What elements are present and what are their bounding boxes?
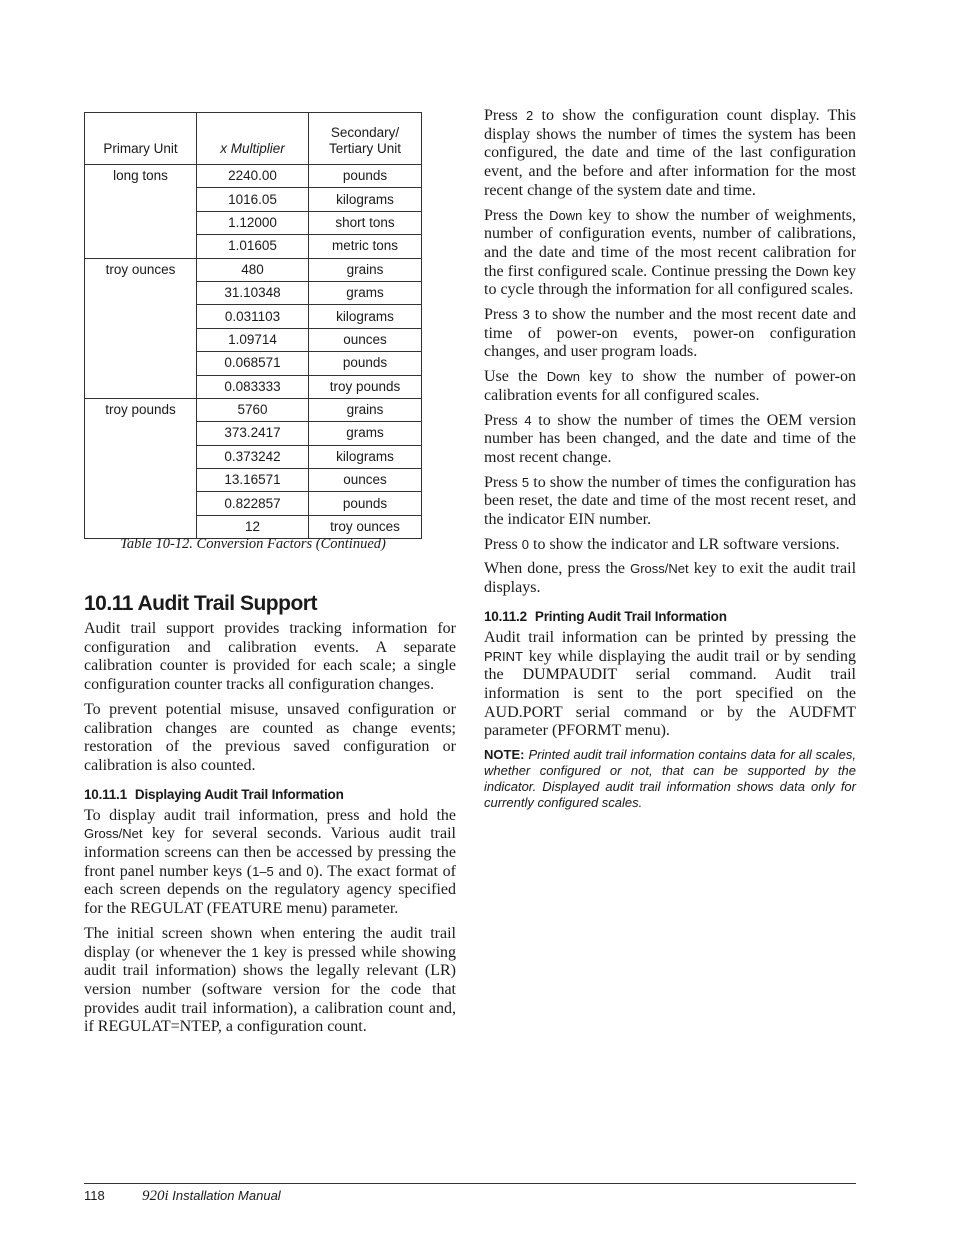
paragraph: Use the Down key to show the number of power-on calibration events for all configured scales. <box>484 368 856 404</box>
paragraph: Press the Down key to show the number of weighments, number of configuration events, number of calibrations, and the date and time of the most recent calibration for the first configured scale. Continue pressing the Down key to cycle through the information for all configured scales. <box>484 206 856 299</box>
subsection-number: 10.11.2 <box>484 608 527 624</box>
multiplier-cell: 31.10348 <box>197 281 309 304</box>
paragraph: The initial screen shown when entering the audit trail display (or whenever the 1 key is pressed while showing audit trail information) shows the legally relevant (LR) version number (software version for the code that provides audit trail information), a calibration count and, if REGULAT=NTEP, a configuration count. <box>84 924 457 1036</box>
table-header-row <box>85 113 422 165</box>
multiplier-cell: 1016.05 <box>197 188 309 211</box>
key-label: 2 <box>526 108 534 123</box>
target-unit-cell: pounds <box>309 492 422 515</box>
target-unit-cell: metric tons <box>309 235 422 258</box>
multiplier-cell: 0.083333 <box>197 375 309 398</box>
primary-unit-cell: troy pounds <box>85 398 197 538</box>
key-label: 0 <box>306 863 314 879</box>
multiplier-cell: 1.12000 <box>197 211 309 234</box>
paragraph: To prevent potential misuse, unsaved configuration or calibration changes are counted as change events; restoration of the previous saved configuration or calibration is also counted. <box>84 700 456 774</box>
table-body <box>85 165 422 539</box>
conversion-factors-table <box>84 112 422 539</box>
target-unit-cell: kilograms <box>309 188 422 211</box>
key-label: Gross/Net <box>84 826 143 842</box>
multiplier-cell: 13.16571 <box>197 469 309 492</box>
key-label: 4 <box>524 412 532 428</box>
key-label: Gross/Net <box>630 561 689 577</box>
manual-title: Installation Manual <box>168 1188 281 1203</box>
footer-rule <box>84 1183 856 1184</box>
page-footer <box>84 1187 281 1205</box>
right-column <box>484 107 856 811</box>
multiplier-cell: 373.2417 <box>197 422 309 445</box>
paragraph: Audit trail support provides tracking information for configuration and calibration events. A separate calibration counter is provided for each scale; a single configuration counter tracks all configuration changes. <box>84 620 456 694</box>
header-primary-unit: Primary Unit <box>85 113 197 165</box>
primary-unit-cell: troy ounces <box>85 258 197 398</box>
key-label: 1 <box>251 944 259 960</box>
target-unit-cell: pounds <box>309 352 422 375</box>
table-caption: Table 10-12. Conversion Factors (Continued) <box>120 536 386 552</box>
multiplier-cell: 2240.00 <box>197 165 309 188</box>
multiplier-cell: 0.031103 <box>197 305 309 328</box>
multiplier-cell: 0.822857 <box>197 492 309 515</box>
key-label: Down <box>549 207 583 223</box>
note <box>484 747 856 811</box>
paragraph: Press 0 to show the indicator and LR software versions. <box>484 535 840 553</box>
left-column <box>84 590 456 1043</box>
paragraph: Press 2 to show the configuration count display. This display shows the number of times the system has been configured, the date and time of the last configuration event, and the before and after information for the most recent change of the system date and time. <box>484 107 856 199</box>
multiplier-cell: 12 <box>197 515 309 538</box>
paragraph: When done, press the Gross/Net key to exit the audit trail displays. <box>484 560 857 597</box>
subsection-number: 10.11.1 <box>84 786 127 802</box>
target-unit-cell: grams <box>309 422 422 445</box>
model-name: 920i <box>142 1188 169 1204</box>
multiplier-cell: 0.373242 <box>197 445 309 468</box>
multiplier-cell: 1.01605 <box>197 235 309 258</box>
target-unit-cell: short tons <box>309 211 422 234</box>
subsection-heading: Displaying Audit Trail Information <box>134 786 344 802</box>
target-unit-cell: pounds <box>309 165 422 188</box>
subsection-title <box>84 786 456 804</box>
paragraph: Press 4 to show the number of times the OEM version number has been changed, and the date and time of the most recent change. <box>484 411 857 466</box>
key-label: Down <box>546 369 580 385</box>
target-unit-cell: troy pounds <box>309 375 422 398</box>
subsection-heading: Printing Audit Trail Information <box>534 608 727 624</box>
target-unit-cell: kilograms <box>309 445 422 468</box>
note-label: NOTE: <box>484 747 525 763</box>
key-label: 5 <box>521 474 530 490</box>
table-row <box>85 398 422 421</box>
target-unit-cell: grains <box>309 258 422 281</box>
key-label: 3 <box>522 307 530 323</box>
header-multiplier: x Multiplier <box>197 113 309 165</box>
header-secondary-unit: Secondary/ Tertiary Unit <box>309 113 422 165</box>
paragraph: To display audit trail information, press and hold the Gross/Net key for several seconds. Various audit trail information screens can then be accessed by pressing the front panel number keys (1–5 and 0). The exact format of each screen depends on the regulatory agency specified for the REGULAT (FEATURE menu) parameter. <box>84 806 456 918</box>
multiplier-cell: 5760 <box>197 398 309 421</box>
table-row <box>85 165 422 188</box>
primary-unit-cell: long tons <box>85 165 197 259</box>
page-number: 118 <box>84 1188 105 1203</box>
paragraph: Press 5 to show the number of times the configuration has been reset, the date and time of the most recent reset, and the indicator EIN number. <box>484 473 857 529</box>
key-label: 0 <box>521 536 530 552</box>
paragraph: Press 3 to show the number and the most recent date and time of power-on events, power-on configuration changes, and user program loads. <box>484 306 856 361</box>
target-unit-cell: grains <box>309 398 422 421</box>
key-label: 1–5 <box>252 863 274 879</box>
section-title: 10.11 Audit Trail Support <box>84 592 317 615</box>
target-unit-cell: kilograms <box>309 305 422 328</box>
multiplier-cell: 0.068571 <box>197 352 309 375</box>
target-unit-cell: grams <box>309 281 422 304</box>
target-unit-cell: troy ounces <box>309 515 422 538</box>
multiplier-cell: 1.09714 <box>197 328 309 351</box>
key-label: PRINT <box>484 648 523 664</box>
multiplier-cell: 480 <box>197 258 309 281</box>
subsection-title <box>484 608 856 626</box>
paragraph: Audit trail information can be printed by pressing the PRINT key while displaying the audit trail or by sending the DUMPAUDIT serial command. Audit trail information is sent to the port specified on the AUD.PORT serial command or by the AUDFMT parameter (PFORMT menu). <box>484 628 856 740</box>
target-unit-cell: ounces <box>309 469 422 492</box>
key-label: Down <box>795 263 829 279</box>
target-unit-cell: ounces <box>309 328 422 351</box>
note-text: Printed audit trail information contains data for all scales, whether configured or not, that can be supported by the indicator. Displayed audit trail information shows data only for currently configured scales. <box>484 747 856 811</box>
table-row <box>85 258 422 281</box>
